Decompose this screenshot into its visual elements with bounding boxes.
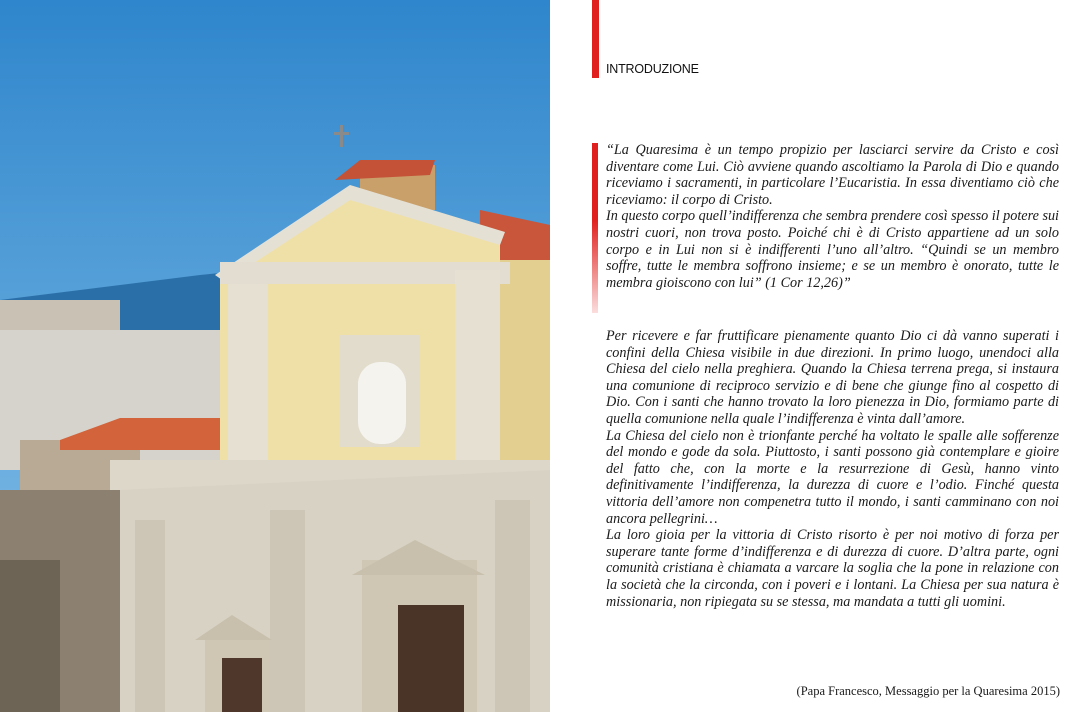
body-paragraph: La loro gioia per la vittoria di Cristo risorto è per noi motivo di forza per superare tante forme d’indifferenza e di durezza di cuore. D’altra parte, ogni comunità cristiana è chiamata a varcare la soglia che la pone in relazione con la società che la circonda, con i poveri e i lontani. La Chiesa per sua natura è missionaria, non ripiegata su se stessa, ma mandata a tutti gli uomini.: [606, 527, 1059, 610]
quote-block: [606, 142, 1059, 291]
text-column: [592, 0, 1072, 712]
accent-bar-top: [592, 0, 599, 78]
quote-paragraph: “La Quaresima è un tempo propizio per lasciarci servire da Cristo e così diventare come Lui. Ciò avviene quando ascoltiamo la Parola di Dio e quando riceviamo i sacramenti, in particolare l’Eucaristia. In essa diventiamo ciò che riceviamo: il corpo di Cristo.: [606, 142, 1059, 208]
section-title: INTRODUZIONE: [606, 62, 699, 76]
quote-paragraph: In questo corpo quell’indifferenza che sembra prendere così spesso il potere sui nostri cuori, non trova posto. Poiché chi è di Cristo appartiene ad un solo corpo e in Lui non si è indifferenti l’uno all’altro. “Quindi se un membro soffre, tutte le membra soffrono insieme; e se un membro è onorato, tutte le membra gioiscono con lui” (1 Cor 12,26)”: [606, 208, 1060, 291]
body-paragraph: Per ricevere e far fruttificare pienamente quanto Dio ci dà vanno superati i confini della Chiesa visibile in due direzioni. In primo luogo, unendoci alla Chiesa del cielo nella preghiera. Quando la Chiesa terrena prega, si instaura una comunione di reciproco servizio e di bene che giunge fino al cospetto di Dio. Con i santi che hanno trovato la loro pienezza in Dio, formiamo parte di quella comunione nella quale l’indifferenza è vinta dall’amore.: [606, 328, 1059, 427]
body-text: [606, 328, 1059, 610]
body-paragraph: La Chiesa del cielo non è trionfante perché ha voltato le spalle alle sofferenze del mondo e gode da sola. Piuttosto, i santi possono già contemplare e gioire del fatto che, con la morte e la resurrezione di Gesù, hanno vinto definitivamente l’indifferenza, la durezza di cuore e l’odio. Finché questa vittoria dell’amore non compenetra tutto il mondo, i santi camminano con noi ancora pellegrini…: [606, 427, 1059, 527]
quote-accent-bar: [592, 143, 598, 313]
citation: (Papa Francesco, Messaggio per la Quaresima 2015): [796, 684, 1060, 698]
